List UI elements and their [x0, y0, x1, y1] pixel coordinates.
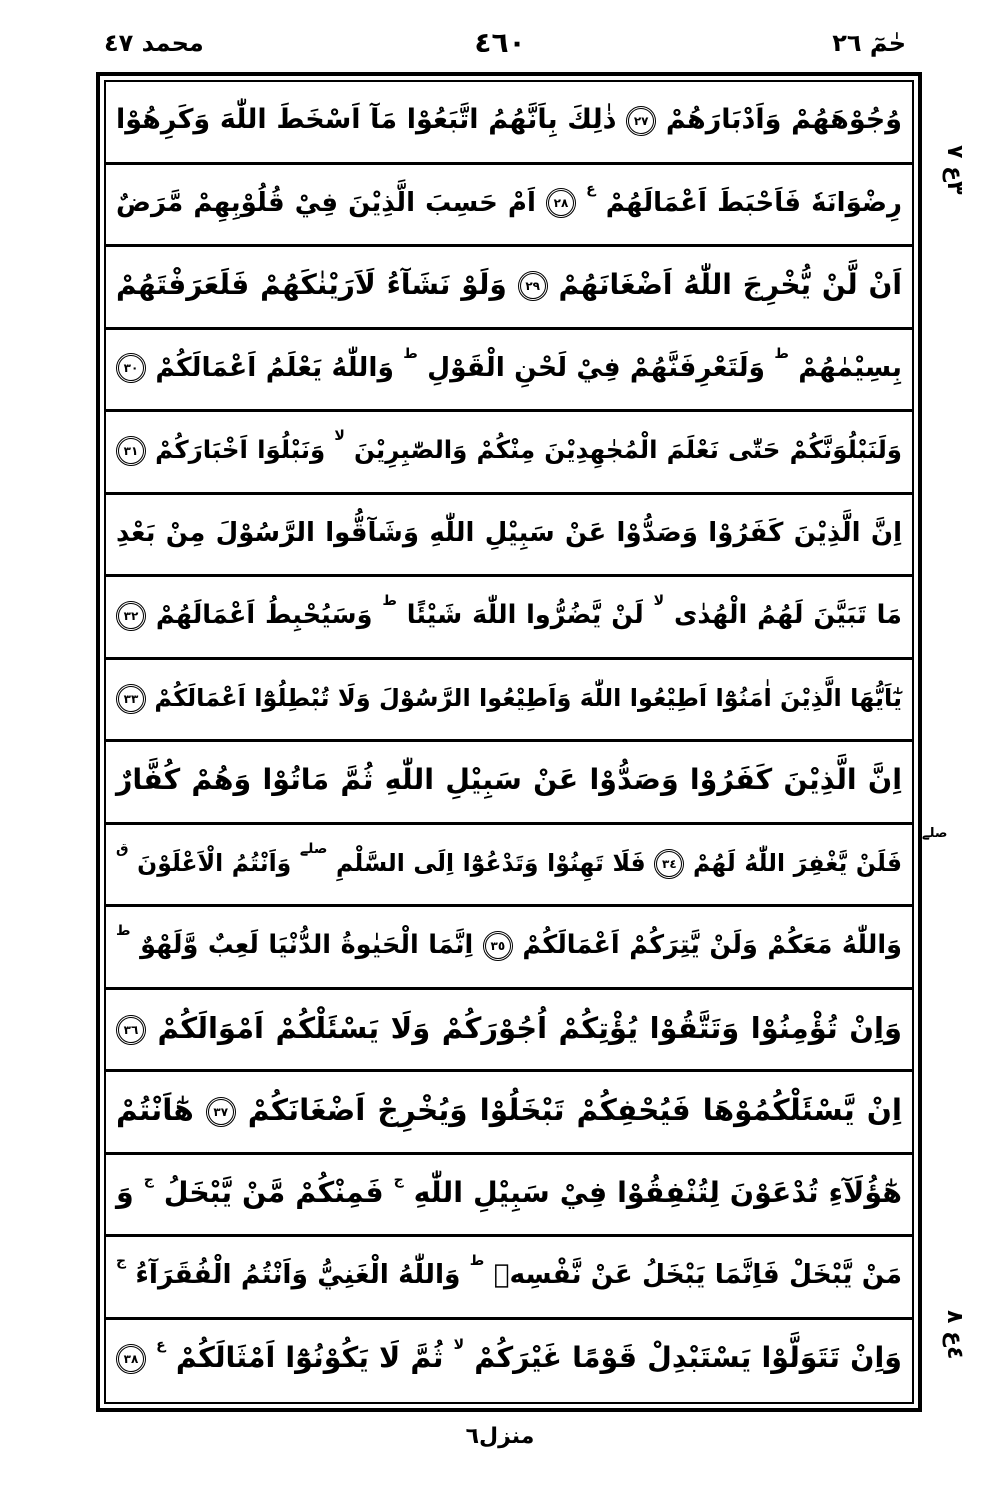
line-text [106, 330, 912, 410]
ayah-number-marker: ٣٠ [116, 353, 146, 383]
verse-text: وَاَنْتُمُ الْاَعْلَوْنَ [137, 848, 292, 877]
manzil-footer: منزل٦ [465, 1424, 535, 1449]
text-line [106, 577, 912, 660]
verse-text: فَمِنْكُمْ مَّنْ يَّبْخَلُ [163, 1175, 384, 1209]
text-line [106, 825, 912, 908]
verse-text: اِنَّمَا الْحَيٰوةُ الدُّنْيَا لَعِبٌ وَّلَهْوٌ [140, 930, 474, 960]
surah-name-header: محمد ٤٧ [104, 29, 204, 57]
line-text [106, 1237, 912, 1317]
verse-text: اَنْ لَّنْ يُّخْرِجَ اللّٰهُ اَضْغَانَهُمْ [558, 268, 903, 301]
verse-text: وَسَيُحْبِطُ اَعْمَالَهُمْ [155, 600, 373, 630]
text-line [106, 1237, 912, 1320]
text-line [106, 412, 912, 495]
ayah-number-marker: ٢٧ [626, 106, 656, 136]
text-line [106, 495, 912, 578]
waqf-sign: ج [143, 1171, 154, 1188]
ruku-margin-mark: ٤ع ٨ [942, 1310, 967, 1360]
text-line [106, 907, 912, 990]
ayah-number-marker: ٢٩ [518, 271, 548, 301]
verse-text: اِنْ يَّسْئَلْكُمُوْهَا فَيُحْفِكُمْ تَبْخَلُوْا وَيُخْرِجْ اَضْغَانَكُمْ [247, 1093, 902, 1127]
verse-text: وَاِنْ تُؤْمِنُوْا وَتَتَّقُوْا يُؤْتِكُمْ اُجُوْرَكُمْ وَلَا يَسْئَلْكُمْ اَمْوَالَكُمْ [157, 1010, 902, 1045]
verse-text: بِسِيْمٰهُمْ [798, 351, 902, 383]
verse-text: اِنَّ الَّذِيْنَ كَفَرُوْا وَصَدُّوْا عَنْ سَبِيْلِ اللّٰهِ ثُمَّ مَاتُوْا وَهُمْ كُفَّارٌ [116, 763, 902, 796]
waqf-sign: ج [393, 1171, 404, 1188]
ruku-sign: ع [586, 180, 596, 197]
ayah-number-marker: ٣٧ [206, 1097, 236, 1127]
ayah-number-marker: ٣٣ [116, 684, 146, 714]
line-text [106, 742, 912, 822]
text-line [106, 247, 912, 330]
page-frame [96, 72, 922, 1412]
waqf-sign: ق [116, 840, 129, 857]
line-text [106, 825, 912, 905]
text-line [106, 990, 912, 1073]
line-text [106, 1155, 912, 1235]
page-number: ٤٦٠ [474, 26, 526, 59]
verse-text: مَنْ يَّبْخَلْ فَاِنَّمَا يَبْخَلُ عَنْ نَّفْسِهٖ [493, 1259, 902, 1290]
ayah-number-marker: ٣١ [116, 436, 146, 466]
text-line [106, 330, 912, 413]
verse-text: وَاللّٰهُ يَعْلَمُ اَعْمَالَكُمْ [155, 351, 394, 383]
line-text [106, 990, 912, 1070]
verse-text: هٰٓاَنْتُمْ [116, 1093, 194, 1127]
line-text [106, 495, 912, 575]
verse-text: اَمْ حَسِبَ الَّذِيْنَ فِيْ قُلُوْبِهِمْ مَّرَضٌ [116, 187, 536, 218]
verse-text: وَنَبْلُوَا اَخْبَارَكُمْ [155, 435, 326, 464]
verse-text: هٰٓؤُلَآءِ تُدْعَوْنَ لِتُنْفِقُوْا فِيْ سَبِيْلِ اللّٰهِ [413, 1175, 902, 1209]
line-text [106, 82, 912, 162]
waqf-sign: ط [403, 345, 418, 362]
verse-text: ثُمَّ لَا يَكُوْنُوْٓا اَمْثَالَكُمْ [175, 1340, 444, 1374]
verse-text: لَنْ يَّضُرُّوا اللّٰهَ شَيْئًا [406, 600, 644, 630]
ruku-margin-mark: ٣ع ٧ [942, 145, 967, 195]
line-text [106, 1320, 912, 1403]
verse-text: رِضْوَانَهٗ فَاَحْبَطَ اَعْمَالَهُمْ [605, 187, 902, 218]
text-block [106, 82, 912, 1402]
text-line [106, 1320, 912, 1403]
verse-text: مَا تَبَيَّنَ لَهُمُ الْهُدٰى [673, 600, 902, 630]
line-text [106, 660, 912, 740]
waqf-sign: ط [774, 345, 789, 362]
verse-text: فَلَا تَهِنُوْا وَتَدْعُوْٓا اِلَى السَّلْمِ [335, 848, 646, 877]
waqf-sign: لا [653, 593, 665, 609]
text-line [106, 660, 912, 743]
text-line [106, 742, 912, 825]
text-line [106, 165, 912, 248]
verse-text: وَ [116, 1175, 134, 1209]
ayah-number-marker: ٣٤ [654, 849, 684, 879]
verse-text: ذٰلِكَ بِاَنَّهُمُ اتَّبَعُوْا مَآ اَسْخَطَ اللّٰهَ وَكَرِهُوْا [116, 104, 617, 135]
waqf-sign: ط [469, 1253, 485, 1269]
ayah-number-marker: ٣٨ [116, 1344, 146, 1374]
waqf-sign: ط [382, 593, 397, 609]
ayah-number-marker: ٣٢ [116, 601, 146, 631]
verse-text: وَاللّٰهُ مَعَكُمْ وَلَنْ يَّتِرَكُمْ اَعْمَالَكُمْ [522, 930, 902, 960]
text-line [106, 82, 912, 165]
line-text [106, 412, 912, 492]
waqf-sign: ط [116, 923, 131, 939]
verse-text: وَاللّٰهُ الْغَنِيُّ وَاَنْتُمُ الْفُقَرَآءُ [135, 1259, 461, 1290]
line-text [106, 247, 912, 327]
juz-name-header: حٰمٓ ٢٦ [832, 29, 906, 57]
verse-text: اِنَّ الَّذِيْنَ كَفَرُوْا وَصَدُّوْا عَنْ سَبِيْلِ اللّٰهِ وَشَآقُّوا الرَّسُوْلَ مِنْ بَعْدِ [116, 517, 902, 548]
line-text [106, 577, 912, 657]
ayah-number-marker: ٣٥ [483, 931, 513, 961]
verse-text: وَلَنَبْلُوَنَّكُمْ حَتّٰى نَعْلَمَ الْمُجٰهِدِيْنَ مِنْكُمْ وَالصّٰبِرِيْنَ [353, 435, 903, 464]
text-line [106, 1072, 912, 1155]
verse-text: وَلَتَعْرِفَنَّهُمْ فِيْ لَحْنِ الْقَوْلِ [427, 351, 765, 383]
text-line [106, 1155, 912, 1238]
verse-text: وَلَوْ نَشَآءُ لَاَرَيْنٰكَهُمْ فَلَعَرَفْتَهُمْ [116, 268, 507, 301]
verse-text: فَلَنْ يَّغْفِرَ اللّٰهُ لَهُمْ [692, 848, 903, 877]
ayah-number-marker: ٣٦ [116, 1015, 146, 1045]
waqf-sign: صلے [299, 840, 328, 857]
verse-text: وَاِنْ تَتَوَلَّوْا يَسْتَبْدِلْ قَوْمًا غَيْرَكُمْ [474, 1340, 902, 1374]
waqf-sign: لا [334, 428, 345, 444]
ruku-sign: ع [156, 1336, 166, 1353]
waqf-sign: لا [453, 1336, 465, 1353]
verse-text: يٰٓاَيُّهَا الَّذِيْنَ اٰمَنُوْٓا اَطِيْعُوا اللّٰهَ وَاَطِيْعُوا الرَّسُوْلَ وَلَا تُبْطِلُوْٓا اَعْمَالَكُمْ [154, 683, 903, 712]
line-text [106, 1072, 912, 1152]
verse-text: وُجُوْهَهُمْ وَاَدْبَارَهُمْ [665, 104, 902, 135]
waqf-margin-mark: صلے [922, 826, 948, 841]
waqf-sign: ج [116, 1253, 127, 1269]
line-text [106, 907, 912, 987]
line-text [106, 165, 912, 245]
ayah-number-marker: ٢٨ [546, 188, 576, 218]
